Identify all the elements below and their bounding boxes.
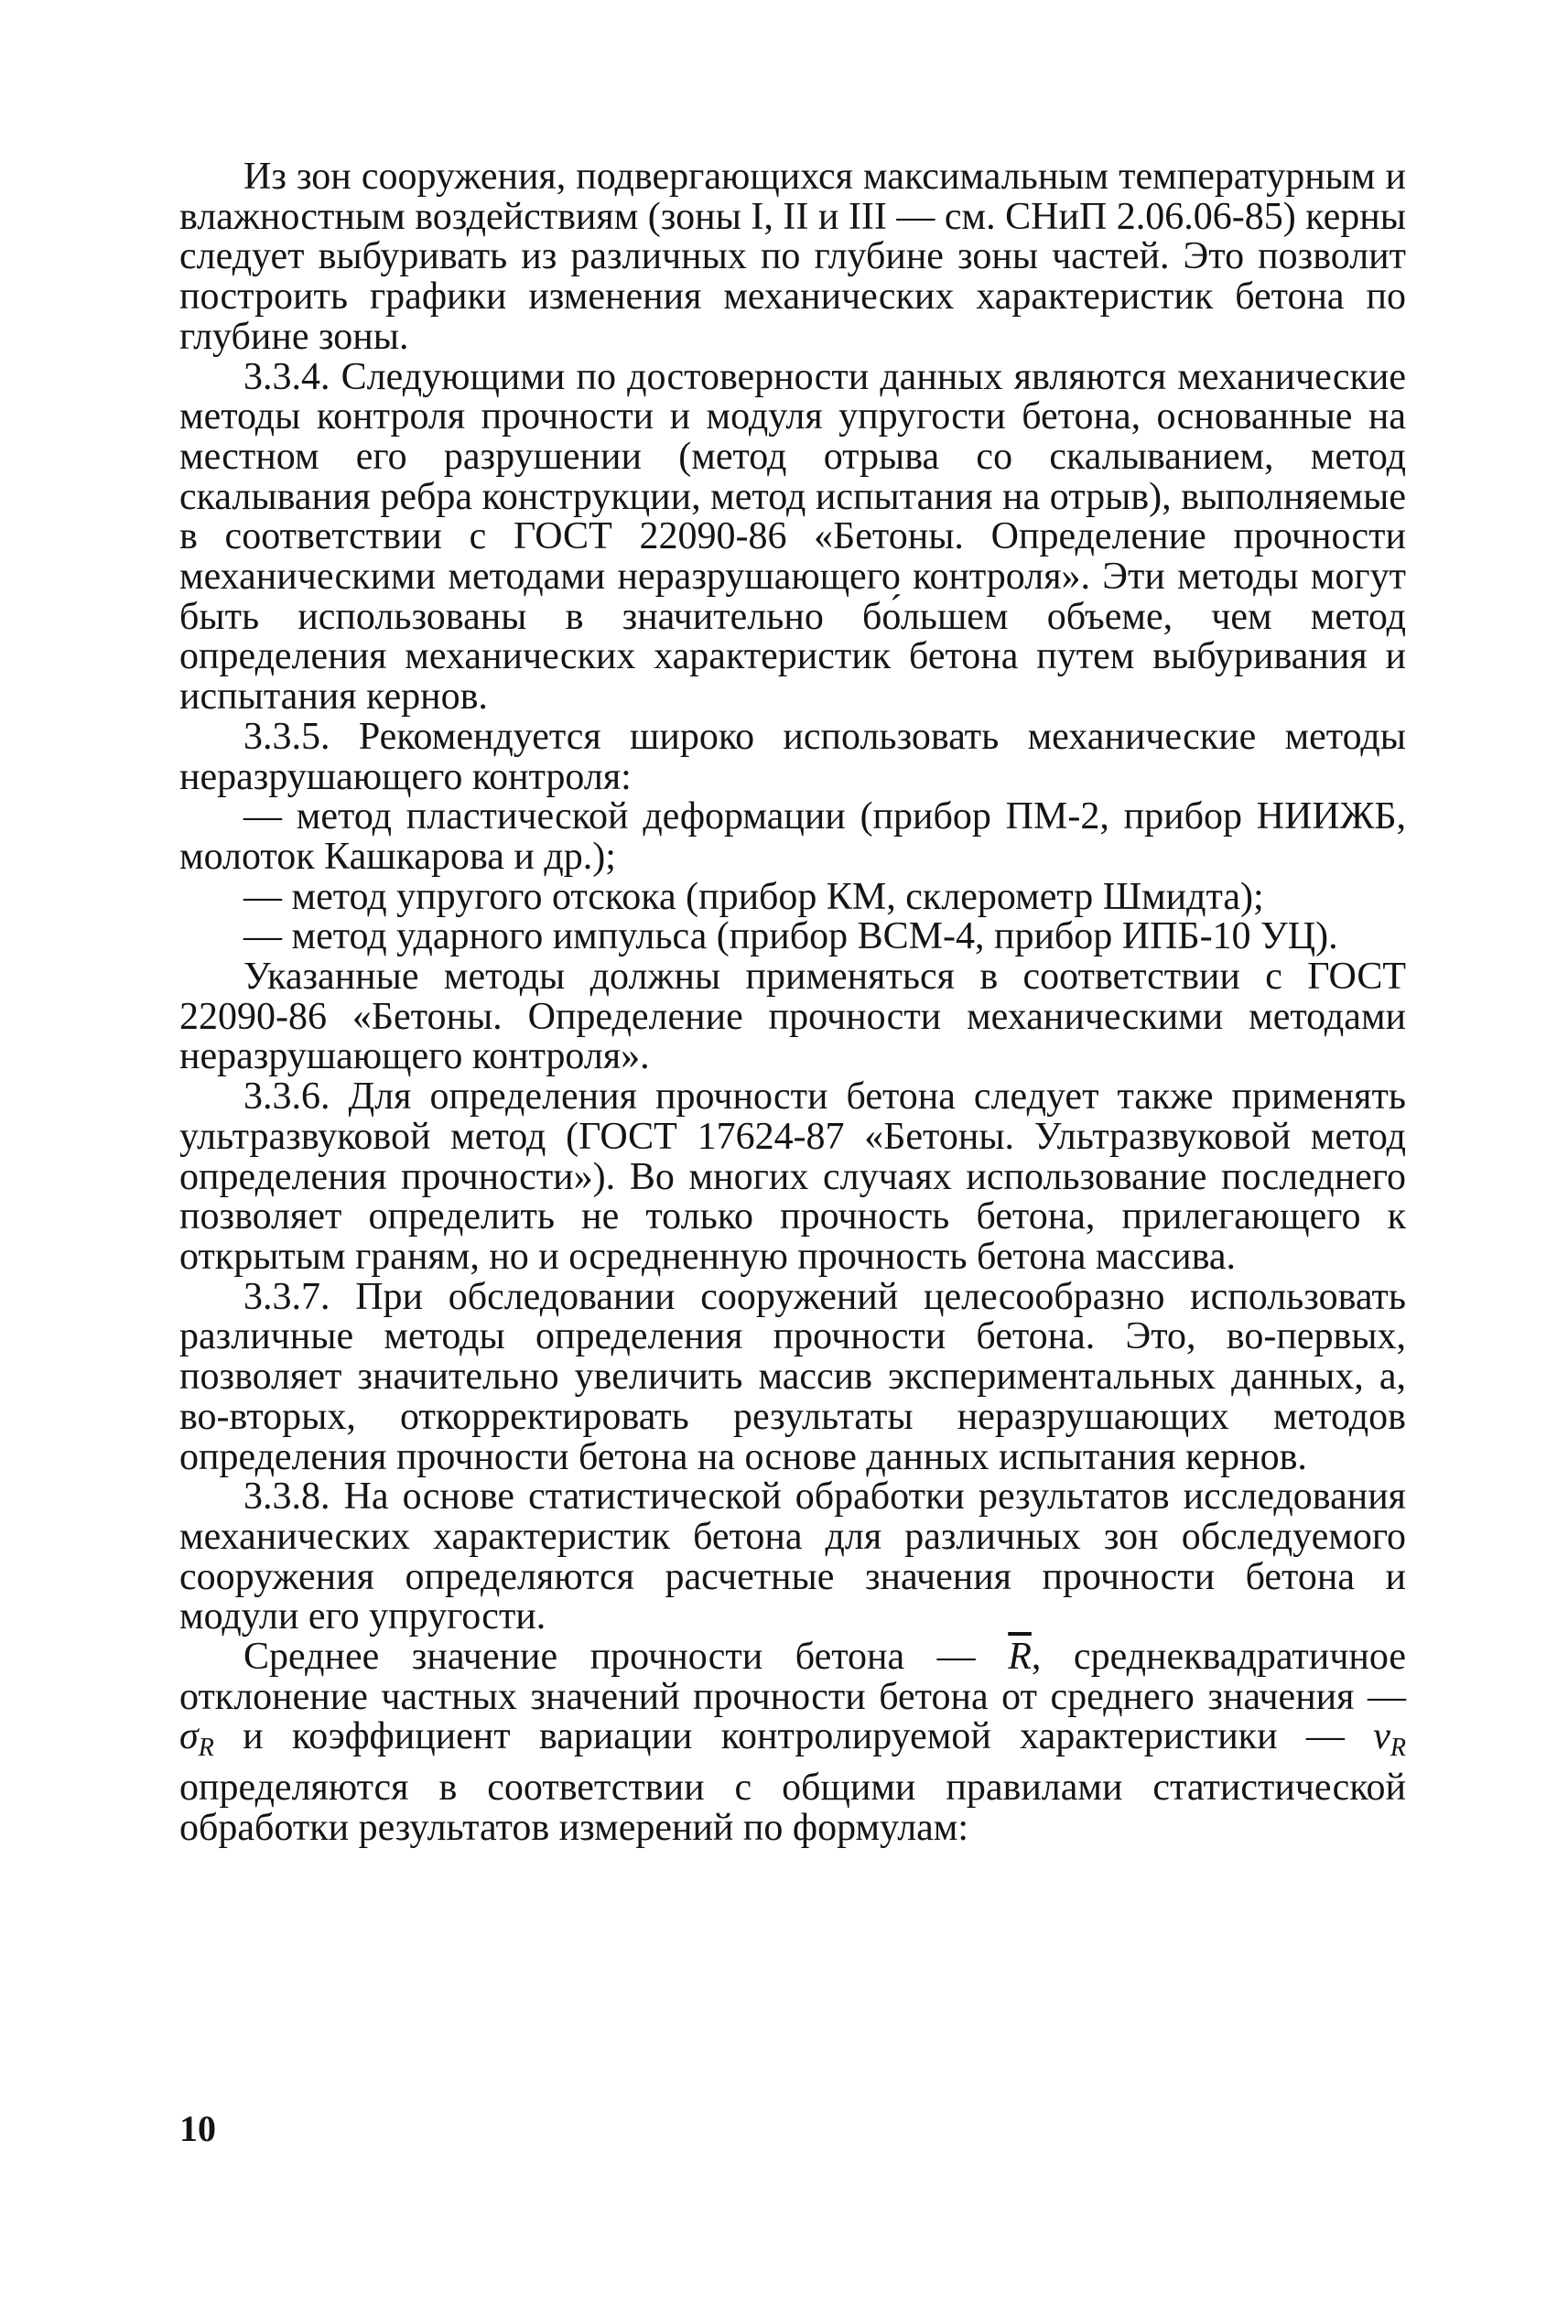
statistics-text-d: определяются в соответствии с общими правилами статистической обработки результатов измерений по формулам:	[179, 1767, 1406, 1849]
paragraph-3-3-8: 3.3.8. На основе статистической обработки результатов исследования механических характеристик бетона для различных зон обследуемого сооружения определяются расчетные значения прочности бетона и модули его упругости.	[179, 1475, 1406, 1638]
variation-subscript: R	[1390, 1734, 1406, 1763]
sigma-symbol: σ	[179, 1715, 199, 1758]
paragraph-zones: Из зон сооружения, подвергающихся максимальным температурным и влажностным воздействиям (зоны I, II и III — см. СНиП 2.06.06-85) керны следует выбуривать из различных по глубине зоны частей. Это позволит построить графики изменения механических характеристик бетона по глубине зоны.	[179, 156, 1406, 358]
list-item-elastic-rebound: — метод упругого отскока (прибор КМ, склерометр Шмидта);	[243, 875, 1264, 918]
list-item-plastic-deformation: — метод пластической деформации (прибор ПМ-2, прибор НИИЖБ, молоток Кашкарова и др.);	[179, 795, 1406, 878]
list-item-impact-impulse: — метод ударного импульса (прибор ВСМ-4, прибор ИПБ-10 УЦ).	[243, 915, 1338, 958]
paragraph-methods-gost: Указанные методы должны применяться в соответствии с ГОСТ 22090-86 «Бетоны. Определение прочности механическими методами неразрушающего контроля».	[179, 956, 1406, 1078]
paragraph-statistics	[179, 1638, 1406, 1849]
paragraph-3-3-4: 3.3.4. Следующими по достоверности данных являются механические методы контроля прочности и модуля упругости бетона, основанные на местном его разрушении (метод отрыва со скалыванием, метод скалывания ребра конструкции, метод испытания на отрыв), выполняемые в соответствии с ГОСТ 22090-86 «Бетоны. Определение прочности механическими методами неразрушающего контроля». Эти методы могут быть использованы в значительно бо́льшем объеме, чем метод определения механических характеристик бетона путем выбуривания и испытания кернов.	[179, 355, 1406, 719]
page-number: 10	[179, 2108, 216, 2149]
statistics-text-b: , среднеквадратичное отклонение частных значений прочности бетона от среднего значения —	[179, 1636, 1406, 1718]
sigma-subscript: R	[198, 1734, 214, 1763]
statistics-text-a: Среднее значение прочности бетона —	[243, 1636, 1009, 1679]
statistics-text-c: и коэффициент вариации контролируемой характеристики —	[213, 1715, 1374, 1758]
paragraph-3-3-5: 3.3.5. Рекомендуется широко использовать механические методы неразрушающего контроля:	[179, 715, 1406, 798]
variation-symbol: v	[1373, 1715, 1390, 1758]
paragraph-3-3-7: 3.3.7. При обследовании сооружений целесообразно использовать различные методы определения прочности бетона. Это, во-первых, позволяет значительно увеличить массив экспериментальных данных, а, во-вторых, откорректировать результаты неразрушающих методов определения прочности бетона на основе данных испытания кернов.	[179, 1275, 1406, 1478]
paragraph-3-3-6: 3.3.6. Для определения прочности бетона следует также применять ультразвуковой метод (ГОСТ 17624-87 «Бетоны. Ультразвуковой метод определения прочности»). Во многих случаях использование последнего позволяет определить не только прочность бетона, прилегающего к открытым граням, но и осредненную прочность бетона массива.	[179, 1076, 1406, 1278]
mean-strength-symbol: $\overline{R}$	[1008, 1636, 1032, 1679]
body-text	[179, 157, 1406, 1849]
